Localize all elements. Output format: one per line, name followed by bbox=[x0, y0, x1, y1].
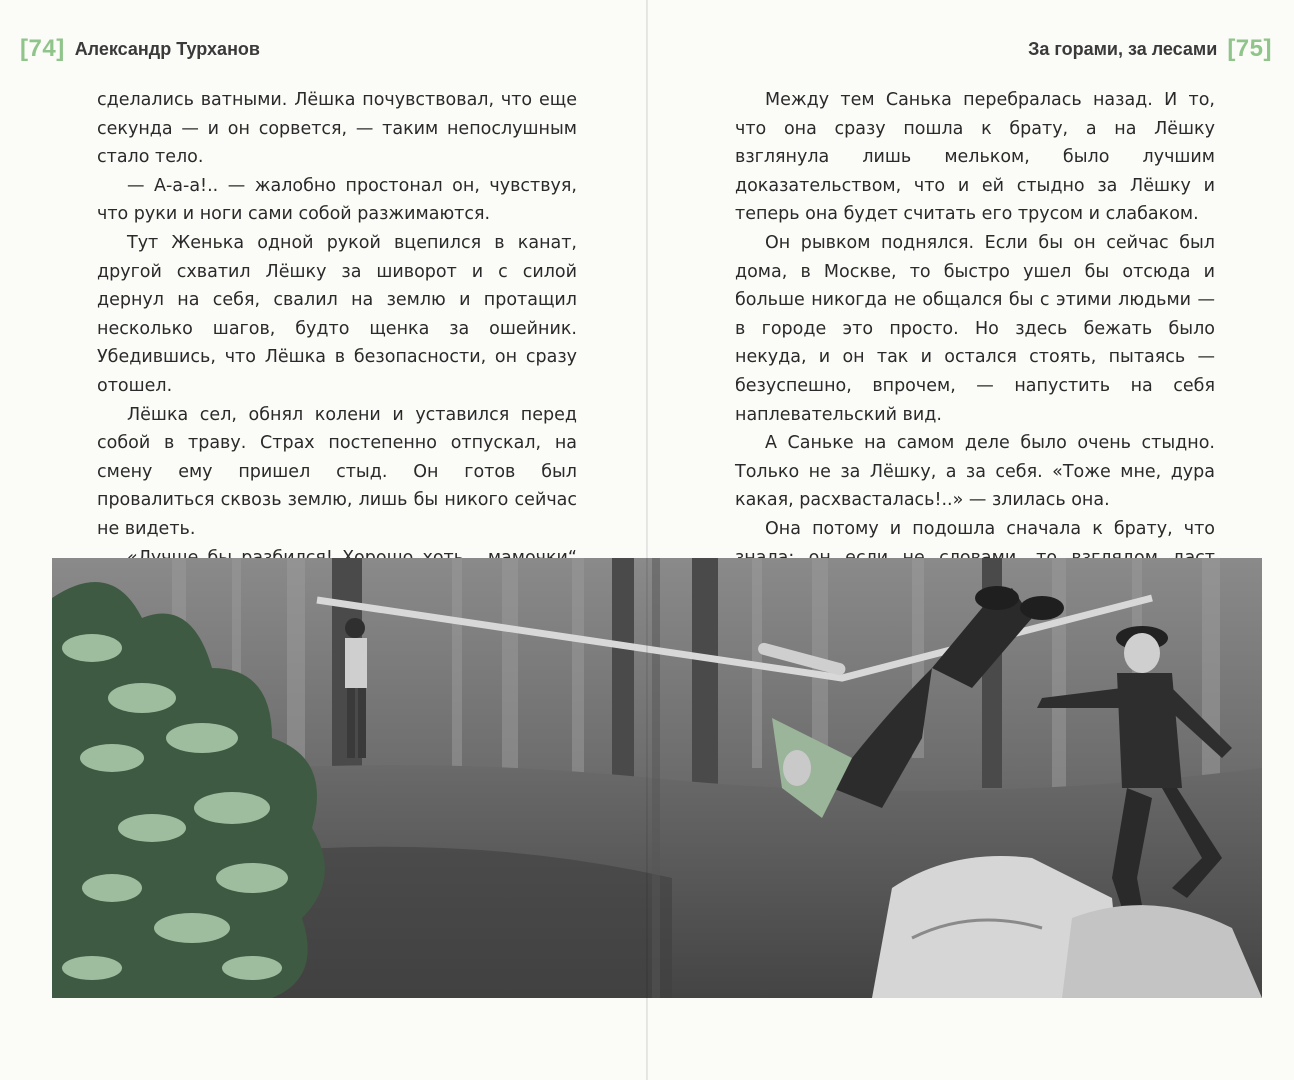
paragraph: Она потому и подошла сначала к брату, что bbox=[765, 518, 1215, 539]
right-page-text bbox=[735, 86, 1215, 601]
illustration-art bbox=[52, 558, 1262, 998]
right-running-head bbox=[1028, 34, 1272, 64]
left-running-head bbox=[20, 34, 260, 64]
left-page-text bbox=[97, 86, 577, 601]
paragraph: Лёшка сел, обнял колени и уставился перед собой в траву. Страх постепенно отпускал, на смену ему пришел стыд. Он готов был провалиться сквозь землю, лишь бы никого сейчас не видеть. bbox=[97, 404, 577, 539]
right-page-number: [75] bbox=[1227, 35, 1272, 62]
paragraph: сделались ватными. Лёшка почувствовал, что еще секунда — и он сорвется, — таким непослушным стало тело. bbox=[97, 90, 577, 168]
paragraph: Между тем Санька перебралась назад. И то, что она сразу пошла к брату, а на Лёшку взглянула лишь мельком, было лучшим доказательством, что и ей стыдно за Лёшку и теперь она будет считать его трусом и слабаком. bbox=[735, 90, 1215, 225]
paragraph: Он рывком поднялся. Если бы он сейчас был дома, в Москве, то быстро ушел бы отсюда и больше никогда не общался бы с этими людьми — в городе это просто. Но здесь бежать было некуда, и он так и остался стоять, пытаясь — безуспешно, впрочем, — напустить на себя наплевательский вид. bbox=[735, 232, 1215, 425]
paragraph: Тут Женька одной рукой вцепился в канат, другой схватил Лёшку за шиворот и с силой дернул на себя, свалил на землю и протащил несколько шагов, будто щенка за ошейник. Убедившись, что Лёшка в безопасности, он сразу отошел. bbox=[97, 232, 577, 396]
book-gutter bbox=[646, 0, 648, 1080]
forest-illustration bbox=[52, 558, 1262, 998]
paragraph: А Саньке на самом деле было очень стыдно. Только не за Лёшку, а за себя. «Тоже мне, дура какая, расхвасталась!..» — злилась она. bbox=[735, 433, 1215, 511]
book-title: За горами, за лесами bbox=[1028, 38, 1218, 59]
left-page-number: [74] bbox=[20, 35, 65, 62]
paragraph: — А-а-а!.. — жалобно простонал он, чувствуя, что руки и ноги сами собой разжимаются. bbox=[97, 175, 577, 225]
author-name: Александр Турханов bbox=[74, 38, 260, 59]
